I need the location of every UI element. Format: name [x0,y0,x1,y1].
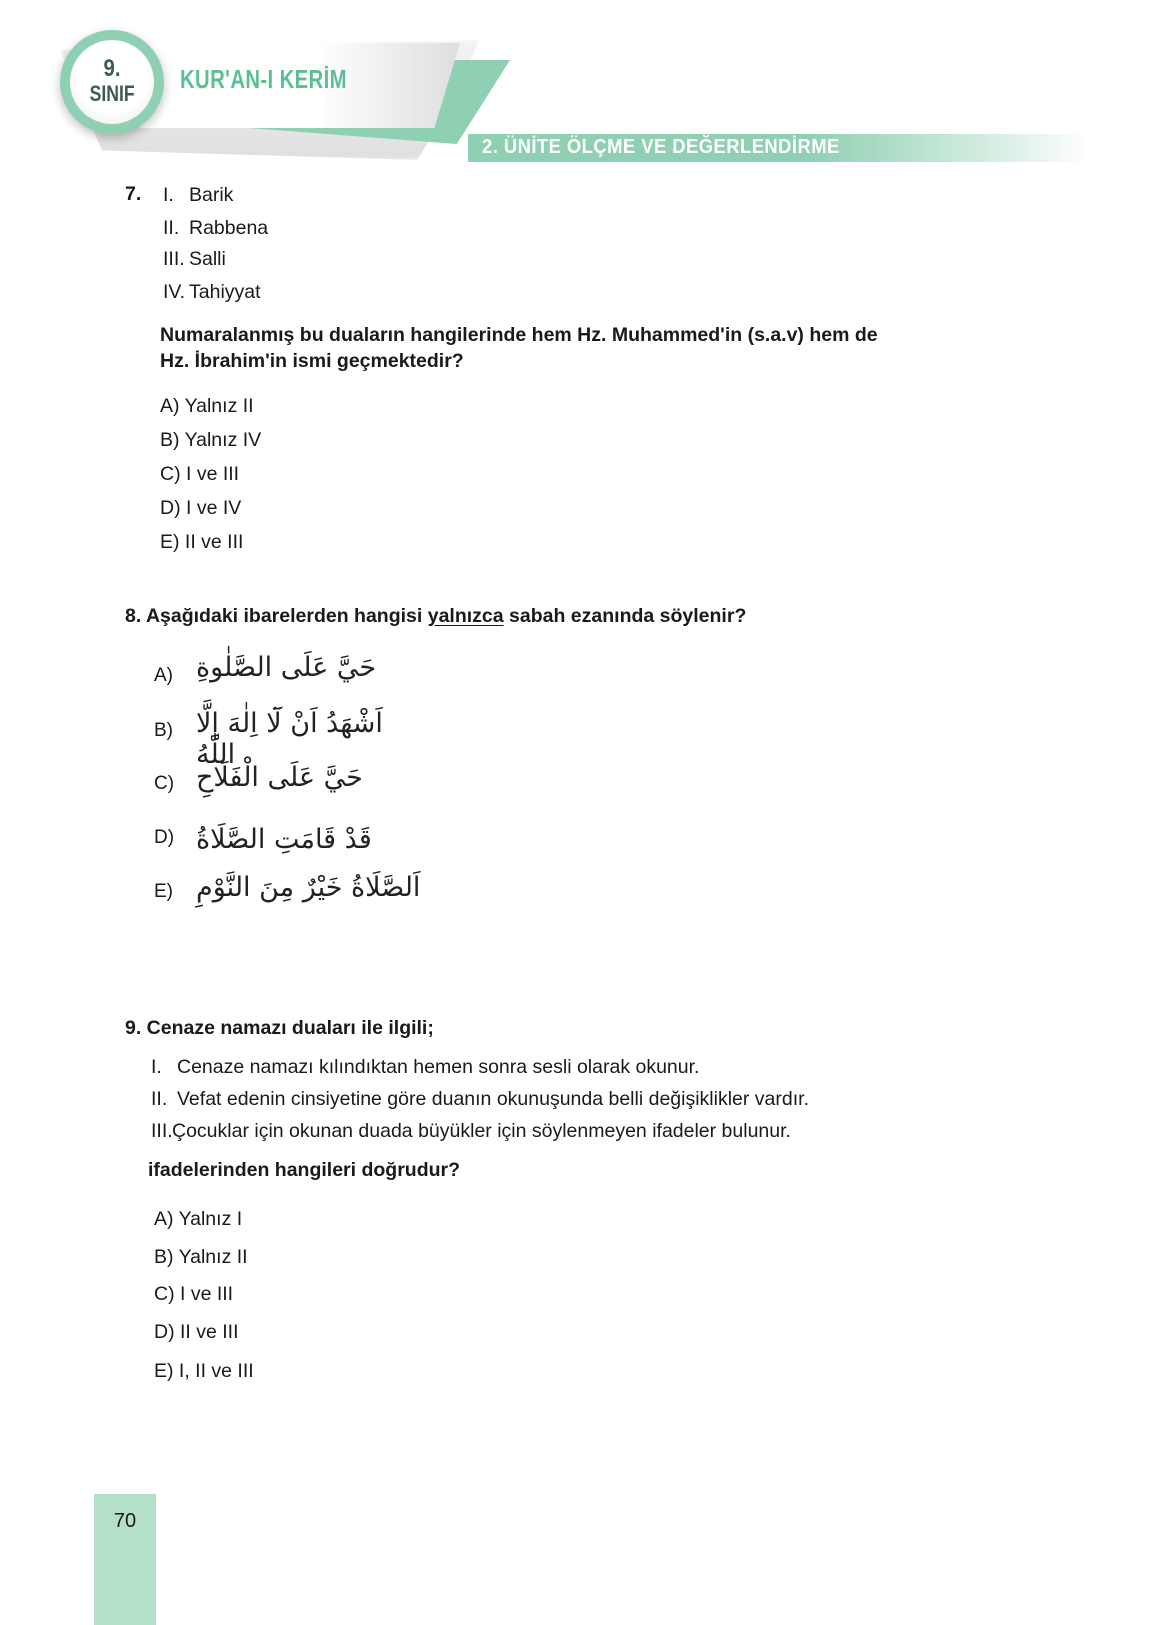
roman-numeral: I. [151,1056,162,1078]
question-number: 7. [125,183,142,205]
roman-numeral: III. [151,1120,173,1142]
item-text: Salli [189,248,226,270]
page-number: 70 [113,1510,137,1532]
answer-option-e-label[interactable]: E) [154,881,173,902]
question-prompt: Hz. İbrahim'in ismi geçmektedir? [160,350,464,372]
item-text: Rabbena [189,217,269,239]
answer-option-a[interactable]: A) Yalnız II [160,395,254,417]
answer-option-d-label[interactable]: D) [154,827,175,848]
prompt-prefix: 8. Aşağıdaki ibarelerden hangisi [125,605,428,627]
grade-badge [70,40,154,124]
answer-option-d-arabic[interactable]: قَدْ قَامَتِ الصَّلَاةُ [196,824,372,855]
answer-option-b[interactable]: B) Yalnız IV [160,429,262,451]
answer-option-b-label[interactable]: B) [154,720,173,741]
answer-option-c-arabic[interactable]: حَيَّ عَلَى الْفَلَاحِ [196,762,363,793]
question-title: 9. Cenaze namazı duaları ile ilgili; [125,1017,434,1039]
roman-numeral: I. [163,184,174,206]
grade-label: SINIF [89,81,135,106]
roman-numeral: III. [163,248,185,270]
item-text: Tahiyyat [189,281,261,303]
answer-option-e-arabic[interactable]: اَلصَّلَاةُ خَيْرٌ مِنَ النَّوْمِ [196,872,421,903]
answer-option-a-label[interactable]: A) [154,665,173,686]
answer-option-c[interactable]: C) I ve III [160,463,240,485]
answer-option-b-arabic[interactable]: اَشْهَدُ اَنْ لَٓا اِلٰهَ اِلَّا اللّٰهُ [196,708,383,770]
item-text: Vefat edenin cinsiyetine göre duanın okunuşunda belli değişiklikler vardır. [177,1088,809,1110]
roman-numeral: II. [163,217,180,239]
answer-option-e[interactable]: E) II ve III [160,531,244,553]
question-prompt [125,604,746,628]
prompt-suffix: sabah ezanında söylenir? [503,605,747,627]
item-text: Cenaze namazı kılındıktan hemen sonra sesli olarak okunur. [177,1056,700,1078]
answer-option-c-label[interactable]: C) [154,773,175,794]
roman-numeral: IV. [163,281,186,303]
answer-option-c[interactable]: C) I ve III [154,1283,234,1305]
unit-title: 2. ÜNİTE ÖLÇME VE DEĞERLENDİRME [482,136,840,158]
roman-numeral: II. [151,1088,168,1110]
item-text: Çocuklar için okunan duada büyükler için söylenmeyen ifadeler bulunur. [172,1120,791,1142]
question-prompt: Numaralanmış bu duaların hangilerinde hem Hz. Muhammed'in (s.a.v) hem de [160,324,878,346]
book-title: KUR'AN-I KERİM [180,64,347,94]
answer-option-e[interactable]: E) I, II ve III [154,1360,254,1382]
item-text: Barik [189,184,234,206]
question-prompt: ifadelerinden hangileri doğrudur? [148,1159,461,1181]
answer-option-a[interactable]: A) Yalnız I [154,1208,243,1230]
grade-number: 9. [103,55,121,82]
answer-option-d[interactable]: D) II ve III [154,1321,239,1343]
prompt-emphasis: yalnızca [427,605,504,627]
answer-option-b[interactable]: B) Yalnız II [154,1246,248,1268]
answer-option-d[interactable]: D) I ve IV [160,497,242,519]
answer-option-a-arabic[interactable]: حَيَّ عَلَى الصَّلٰوةِ [196,652,377,683]
